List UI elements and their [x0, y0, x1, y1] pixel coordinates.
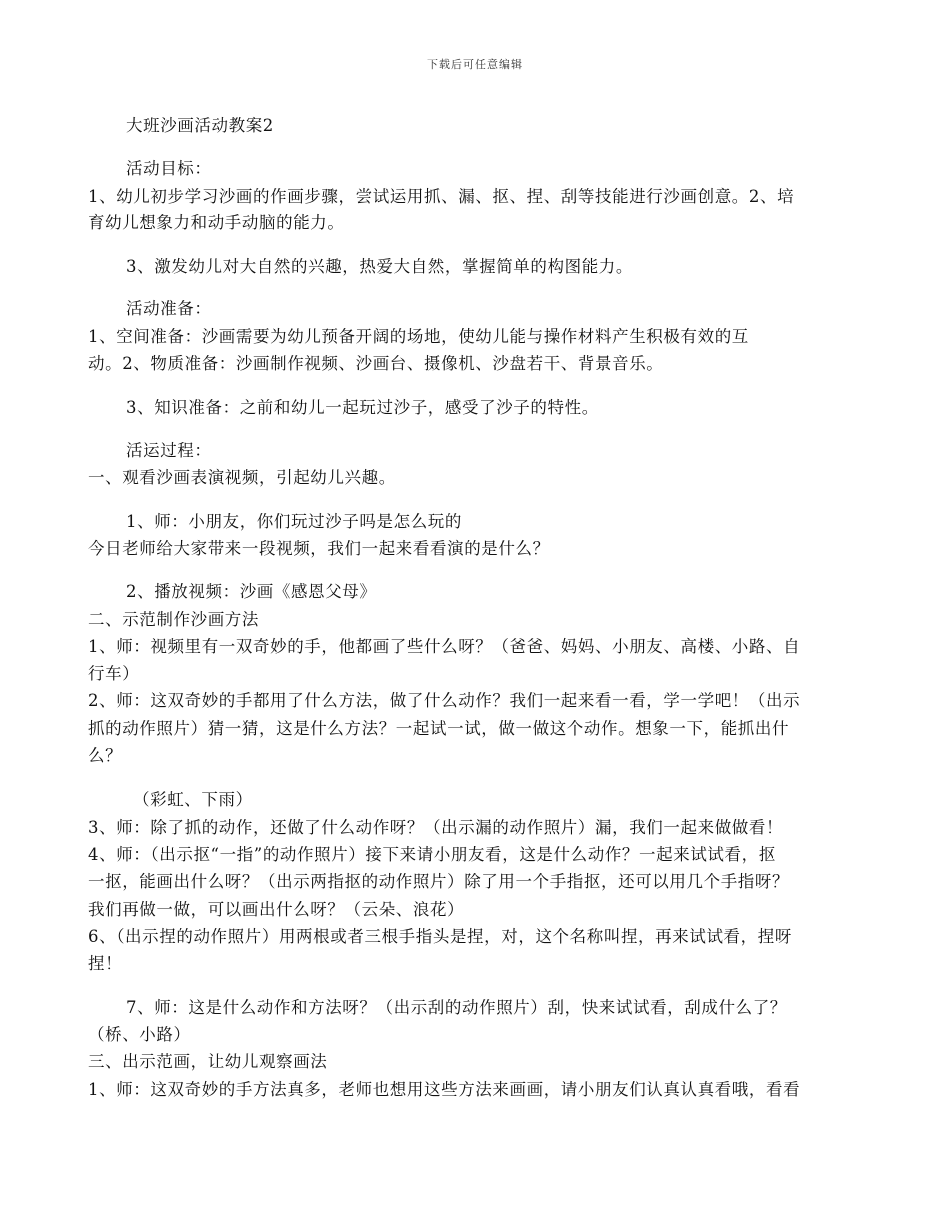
paragraph-line: （桥、小路） [88, 1025, 191, 1044]
paragraph-line: 么？ [88, 746, 123, 765]
paragraph-line: 6、（出示捏的动作照片）用两根或者三根手指头是捏，对，这个名称叫捏，再来试试看，捏呀 [88, 927, 792, 946]
paragraph-line: 3、师：除了抓的动作，还做了什么动作呀？（出示漏的动作照片）漏，我们一起来做做看！ [88, 818, 784, 837]
paragraph-line: 行车） [88, 664, 140, 683]
paragraph-line: 我们再做一做，可以画出什么呀？（云朵、浪花） [88, 900, 465, 919]
paragraph-line: 2、师：这双奇妙的手都用了什么方法，做了什么动作？我们一起来看一看，学一学吧！（出示 [88, 691, 801, 710]
paragraph-line: （彩虹、下雨） [133, 790, 253, 809]
paragraph-line: 一、观看沙画表演视频，引起幼儿兴趣。 [88, 468, 396, 487]
paragraph-line: 1、空间准备：沙画需要为幼儿预备开阔的场地，使幼儿能与操作材料产生积极有效的互 [88, 327, 749, 346]
paragraph-line: 育幼儿想象力和动手动脑的能力。 [88, 213, 345, 232]
paragraph-line: 1、师：小朋友，你们玩过沙子吗是怎么玩的 [126, 512, 462, 531]
paragraph-line: 3、知识准备：之前和幼儿一起玩过沙子，感受了沙子的特性。 [126, 398, 599, 417]
section-heading: 活动目标： [126, 159, 212, 178]
paragraph-line: 抓的动作照片）猜一猜，这是什么方法？一起试一试，做一做这个动作。想象一下，能抓出什 [88, 719, 790, 738]
section-heading: 活运过程： [126, 441, 212, 460]
document-title: 大班沙画活动教案2 [126, 116, 274, 135]
paragraph-line: 一抠，能画出什么呀？（出示两指抠的动作照片）除了用一个手指抠，还可以用几个手指呀？ [88, 872, 790, 891]
paragraph-line: 4、师：（出示抠“一指”的动作照片）接下来请小朋友看，这是什么动作？一起来试试看，抠 [88, 845, 776, 864]
paragraph-line: 动。2、物质准备：沙画制作视频、沙画台、摄像机、沙盘若干、背景音乐。 [88, 354, 664, 373]
paragraph-line: 今日老师给大家带来一段视频，我们一起来看看演的是什么？ [88, 539, 550, 558]
section-heading: 活动准备： [126, 299, 212, 318]
section-heading: 二、示范制作沙画方法 [88, 610, 259, 629]
paragraph-line: 1、师：这双奇妙的手方法真多，老师也想用这些方法来画画，请小朋友们认真认真看哦，看看 [88, 1080, 801, 1099]
paragraph-line: 2、播放视频：沙画《感恩父母》 [126, 582, 377, 601]
section-heading: 三、出示范画，让幼儿观察画法 [88, 1052, 328, 1071]
paragraph-line: 7、师：这是什么动作和方法呀？（出示刮的动作照片）刮，快来试试看，刮成什么了？ [126, 998, 787, 1017]
paragraph-line: 1、幼儿初步学习沙画的作画步骤，尝试运用抓、漏、抠、捏、刮等技能进行沙画创意。2、培 [88, 187, 795, 206]
page-header: 下载后可任意编辑 [427, 58, 523, 71]
paragraph-line: 3、激发幼儿对大自然的兴趣，热爱大自然，掌握简单的构图能力。 [126, 257, 633, 276]
paragraph-line: 捏！ [88, 954, 123, 973]
paragraph-line: 1、师：视频里有一双奇妙的手，他都画了些什么呀？（爸爸、妈妈、小朋友、高楼、小路、自 [88, 637, 801, 656]
